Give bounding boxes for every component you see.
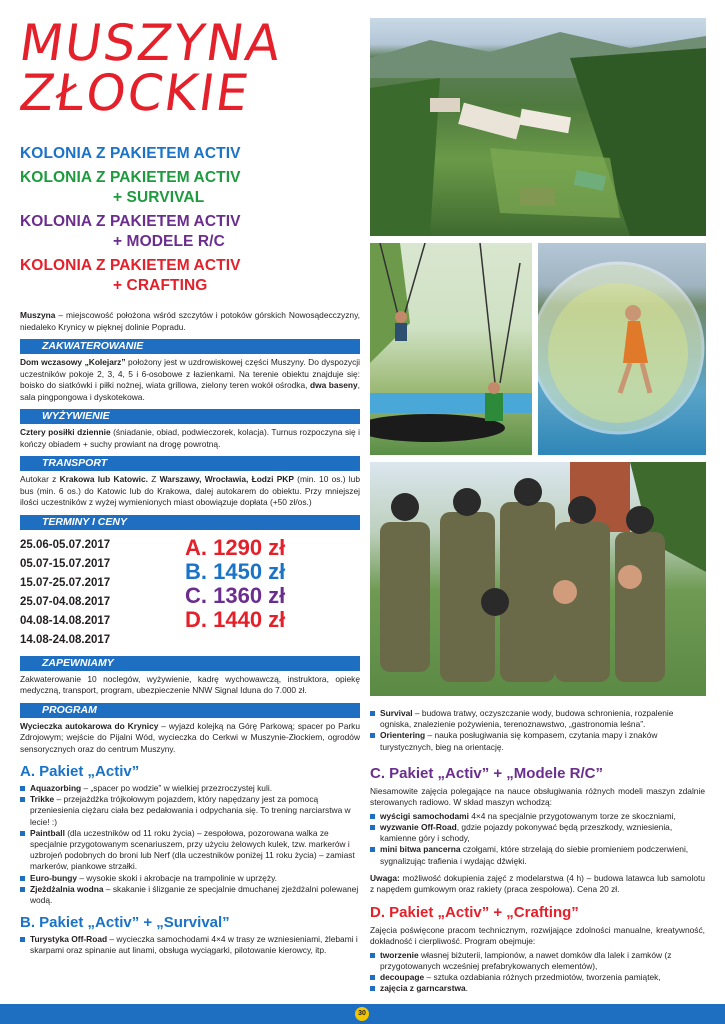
zakwaterowanie-text: Dom wczasowy „Kolejarz” położony jest w uzdrowiskowej części Muszyny. Do dyspozycji uczestników pokoje 2, 3, 4, 5 i 6-osobowe z łazienkami. Na terenie obiektu znajduje się: boisko do siatkówki i piłki nożnej, wiata grillowa, zielony teren wokół ośrodka, dwa baseny, sala pingpongowa i dyskotekowa. — [20, 357, 361, 402]
list-item: Paintball (dla uczestników od 11 roku życia) – zespołowa, pozorowana walka ze specjalnie przygotowanym scenariuszem, przy użyciu żelowych kulek, tzw. markerów i uzbrojeń podobnych do broni lub Nerf (dla uczestników poniżej 11 roku życia) – zamiast markerów, piankowe strzałki. — [20, 828, 360, 873]
section-c-intro: Niesamowite zajęcia polegające na nauce obsługiwania różnych modeli maszyn zdalnie sterowanych radiowo. W skład maszyn wchodzą: — [370, 785, 705, 808]
section-c-note: Uwaga: możliwość dokupienia zajęć z modelarstwa (4 h) – budowa latawca lub samolotu z napędem gumkowym oraz rakiety (praca zespołowa). Cena 20 zł. — [370, 872, 705, 895]
terms-and-prices — [20, 536, 360, 650]
price-a: A. 1290 zł — [185, 534, 286, 560]
section-bar-zapewniamy: ZAPEWNIAMY — [20, 656, 360, 671]
section-d-list — [370, 950, 705, 995]
date-item: 04.08-14.08.2017 — [20, 614, 111, 627]
price-b: B. 1450 zł — [185, 558, 286, 584]
list-item: tworzenie własnej biżuterii, lampionów, a nawet domków dla lalek i zamków (z przygotowanych wcześniej prefabrykowanych elementów), — [370, 950, 705, 972]
package-4: KOLONIA Z PAKIETEM ACTIV + CRAFTING — [20, 257, 241, 294]
resort-aerial-illustration — [370, 18, 706, 236]
list-item: Survival – budowa tratwy, oczyszczanie wody, budowa schronienia, rozpalenie ogniska, znalezienie pożywienia, terenoznawstwo, „gastronomia leśna”. — [370, 708, 705, 730]
paintball-group-illustration — [370, 462, 706, 696]
package-list — [20, 144, 360, 296]
price-d: D. 1440 zł — [185, 606, 286, 632]
list-item: wyścigi samochodami 4×4 na specjalnie przygotowanym torze ze skoczniami, — [370, 811, 705, 822]
wyzywienie-text: Cztery posiłki dziennie (śniadanie, obiad, podwieczorek, kolacja). Turnus rozpoczyna się i kończy obiadem + suchy prowiant na drogę powrotną. — [20, 427, 360, 449]
list-item: mini bitwa pancerna czołgami, które strzelają do siebie promieniem podczerwieni, sygnalizując trafienia i wydając dźwięki. — [370, 844, 705, 866]
section-d-intro: Zajęcia poświęcone pracom technicznym, rozwijające zdolności manualne, kreatywność, dokładność i cierpliwość. Program obejmuje: — [370, 924, 705, 947]
section-bar-zakwaterowanie: ZAKWATEROWANIE — [20, 339, 360, 354]
transport-text: Autokar z Krakowa lub Katowic. Z Warszawy, Wrocławia, Łodzi PKP (min. 10 os.) lub bus (min. 6 os.) do Katowic lub do Krakowa, dalej autokarem do obiektu. Przy mniejszej ilości uczestników z wyżej wymienionych miast obowiązuje dopłata (+50 zł/os.) — [20, 474, 360, 507]
zapewniamy-text: Zakwaterowanie 10 noclegów, wyżywienie, kadrę wychowawczą, instruktora, opiekę medyczną, transport, program, ubezpieczenie NNW Signal Iduna do 7.000 zł. — [20, 673, 360, 695]
section-b-list — [20, 934, 360, 956]
aquazorbing-photo — [538, 243, 706, 455]
paintball-group-photo — [370, 462, 706, 696]
list-item: Aquazorbing – „spacer po wodzie” w wielkiej przezroczystej kuli. — [20, 783, 360, 794]
section-a-list — [20, 783, 360, 906]
section-c-list — [370, 811, 705, 867]
list-item: zajęcia z garncarstwa. — [370, 983, 705, 994]
section-b-list-continued — [370, 708, 705, 753]
section-bar-program: PROGRAM — [20, 703, 360, 718]
euro-bungy-illustration — [370, 243, 532, 455]
package-3: KOLONIA Z PAKIETEM ACTIV + MODELE R/C — [20, 213, 241, 250]
list-item: decoupage – sztuka ozdabiania różnych przedmiotów, tworzenia pamiątek, — [370, 972, 705, 983]
section-b-heading: B. Pakiet „Activ” + „Survival” — [20, 914, 230, 932]
section-c-heading: C. Pakiet „Activ” + „Modele R/C” — [370, 764, 603, 782]
date-item: 15.07-25.07.2017 — [20, 576, 111, 589]
page-number: 30 — [355, 1007, 369, 1021]
section-bar-transport: TRANSPORT — [20, 456, 360, 471]
right-column — [370, 706, 705, 995]
list-item: Euro-bungy – wysokie skoki i akrobacje na trampolinie w uprzęży. — [20, 873, 360, 884]
euro-bungy-photo — [370, 243, 532, 455]
price-c: C. 1360 zł — [185, 582, 286, 608]
section-a-heading: A. Pakiet „Activ” — [20, 763, 140, 780]
dates-list — [20, 536, 185, 650]
section-bar-wyzywienie: WYŻYWIENIE — [20, 409, 360, 424]
footer-bar — [0, 1004, 725, 1024]
aquazorbing-illustration — [538, 243, 706, 455]
prices-list — [185, 536, 360, 650]
program-text: Wycieczka autokarowa do Krynicy – wyjazd kolejką na Górę Parkową; spacer po Parku Zdrojowym; wejście do Pijalni Wód, wycieczka do Cerkwi w Muszynie-Złockiem, ogrodów sensorycznych oraz do centrum Muszyny. — [20, 720, 360, 754]
section-d-heading: D. Pakiet „Activ” + „Crafting” — [370, 903, 579, 921]
section-bar-terminy: TERMINY I CENY — [20, 515, 360, 530]
package-1: KOLONIA Z PAKIETEM ACTIV — [20, 145, 241, 162]
list-item: Orientering – nauka posługiwania się kompasem, czytania mapy i znaków turystycznych, bieg na orientację. — [370, 730, 705, 752]
intro-paragraph: Muszyna – miejscowość położona wśród szczytów i potoków górskich Nowosądecczyzny, niedaleko Krynicy w pięknej dolinie Popradu. — [20, 310, 360, 332]
date-item: 25.06-05.07.2017 — [20, 538, 111, 551]
list-item: Turystyka Off-Road – wycieczka samochodami 4×4 w trasy ze wzniesieniami, żlebami i skarpami oraz spinanie aut linami, obsługa wyciągarki, pilotowanie kierowcy, itp. — [20, 934, 360, 956]
title-line-2: ZŁOCKIE — [15, 64, 254, 122]
list-item: wyzwanie Off-Road, gdzie pojazdy pokonywać będą przeszkody, wzniesienia, kamienne góry i schody, — [370, 822, 705, 844]
date-item: 14.08-24.08.2017 — [20, 633, 111, 646]
list-item: Trikke – przejażdżka trójkołowym pojazdem, który napędzany jest za pomocą przeniesienia ciężaru ciała bez pedałowania i odpychania się. To trening narciarstwa w lecie! :) — [20, 794, 360, 828]
package-2: KOLONIA Z PAKIETEM ACTIV + SURVIVAL — [20, 169, 241, 206]
date-item: 05.07-15.07.2017 — [20, 557, 111, 570]
left-column — [15, 10, 361, 957]
list-item: Zjeżdżalnia wodna – skakanie i ślizganie ze specjalnie dmuchanej zjeżdżalni polewanej wodą. — [20, 884, 360, 906]
title-line-1: MUSZYNA — [15, 14, 286, 72]
resort-aerial-photo — [370, 18, 706, 236]
date-item: 25.07-04.08.2017 — [20, 595, 111, 608]
